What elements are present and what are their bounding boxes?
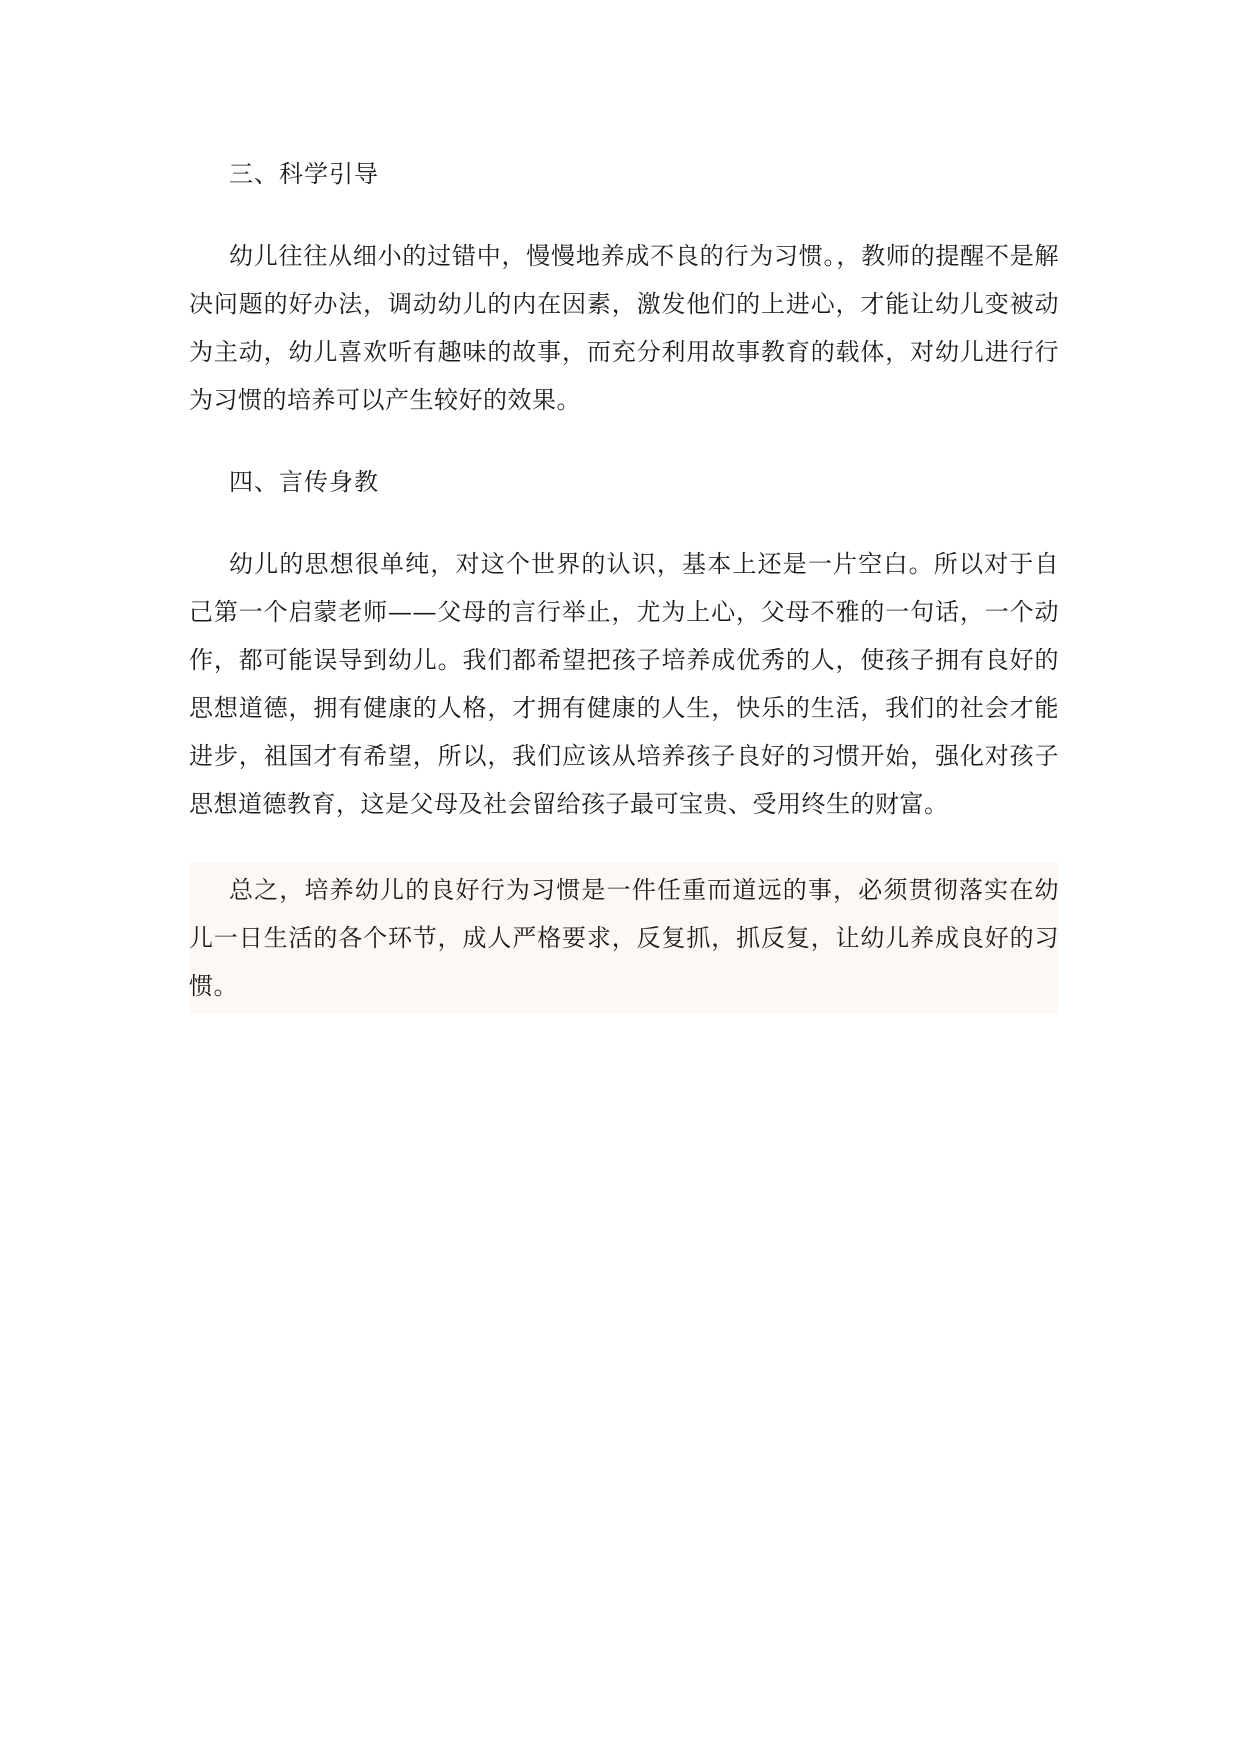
section-heading-3: 三、科学引导 [229, 160, 379, 188]
section-heading-4: 四、言传身教 [229, 468, 379, 496]
section-paragraph-3: 幼儿往往从细小的过错中，慢慢地养成不良的行为习惯。，教师的提醒不是解决问题的好办法，调动幼儿的内在因素，激发他们的上进心，才能让幼儿变被动为主动，幼儿喜欢听有趣味的故事，而充分利用故事教育的载体，对幼儿进行行为习惯的培养可以产生较好的效果。 [189, 242, 1059, 414]
summary-paragraph: 总之，培养幼儿的良好行为习惯是一件任重而道远的事，必须贯彻落实在幼儿一日生活的各个环节，成人严格要求，反复抓，抓反复，让幼儿养成良好的习惯。 [189, 862, 1059, 1014]
document-body [189, 150, 1059, 1048]
section-paragraph-4: 幼儿的思想很单纯，对这个世界的认识，基本上还是一片空白。所以对于自己第一个启蒙老师——父母的言行举止，尤为上心，父母不雅的一句话，一个动作，都可能误导到幼儿。我们都希望把孩子培养成优秀的人，使孩子拥有良好的思想道德，拥有健康的人格，才拥有健康的人生，快乐的生活，我们的社会才能进步，祖国才有希望，所以，我们应该从培养孩子良好的习惯开始，强化对孩子思想道德教育，这是父母及社会留给孩子最可宝贵、受用终生的财富。 [189, 550, 1059, 818]
